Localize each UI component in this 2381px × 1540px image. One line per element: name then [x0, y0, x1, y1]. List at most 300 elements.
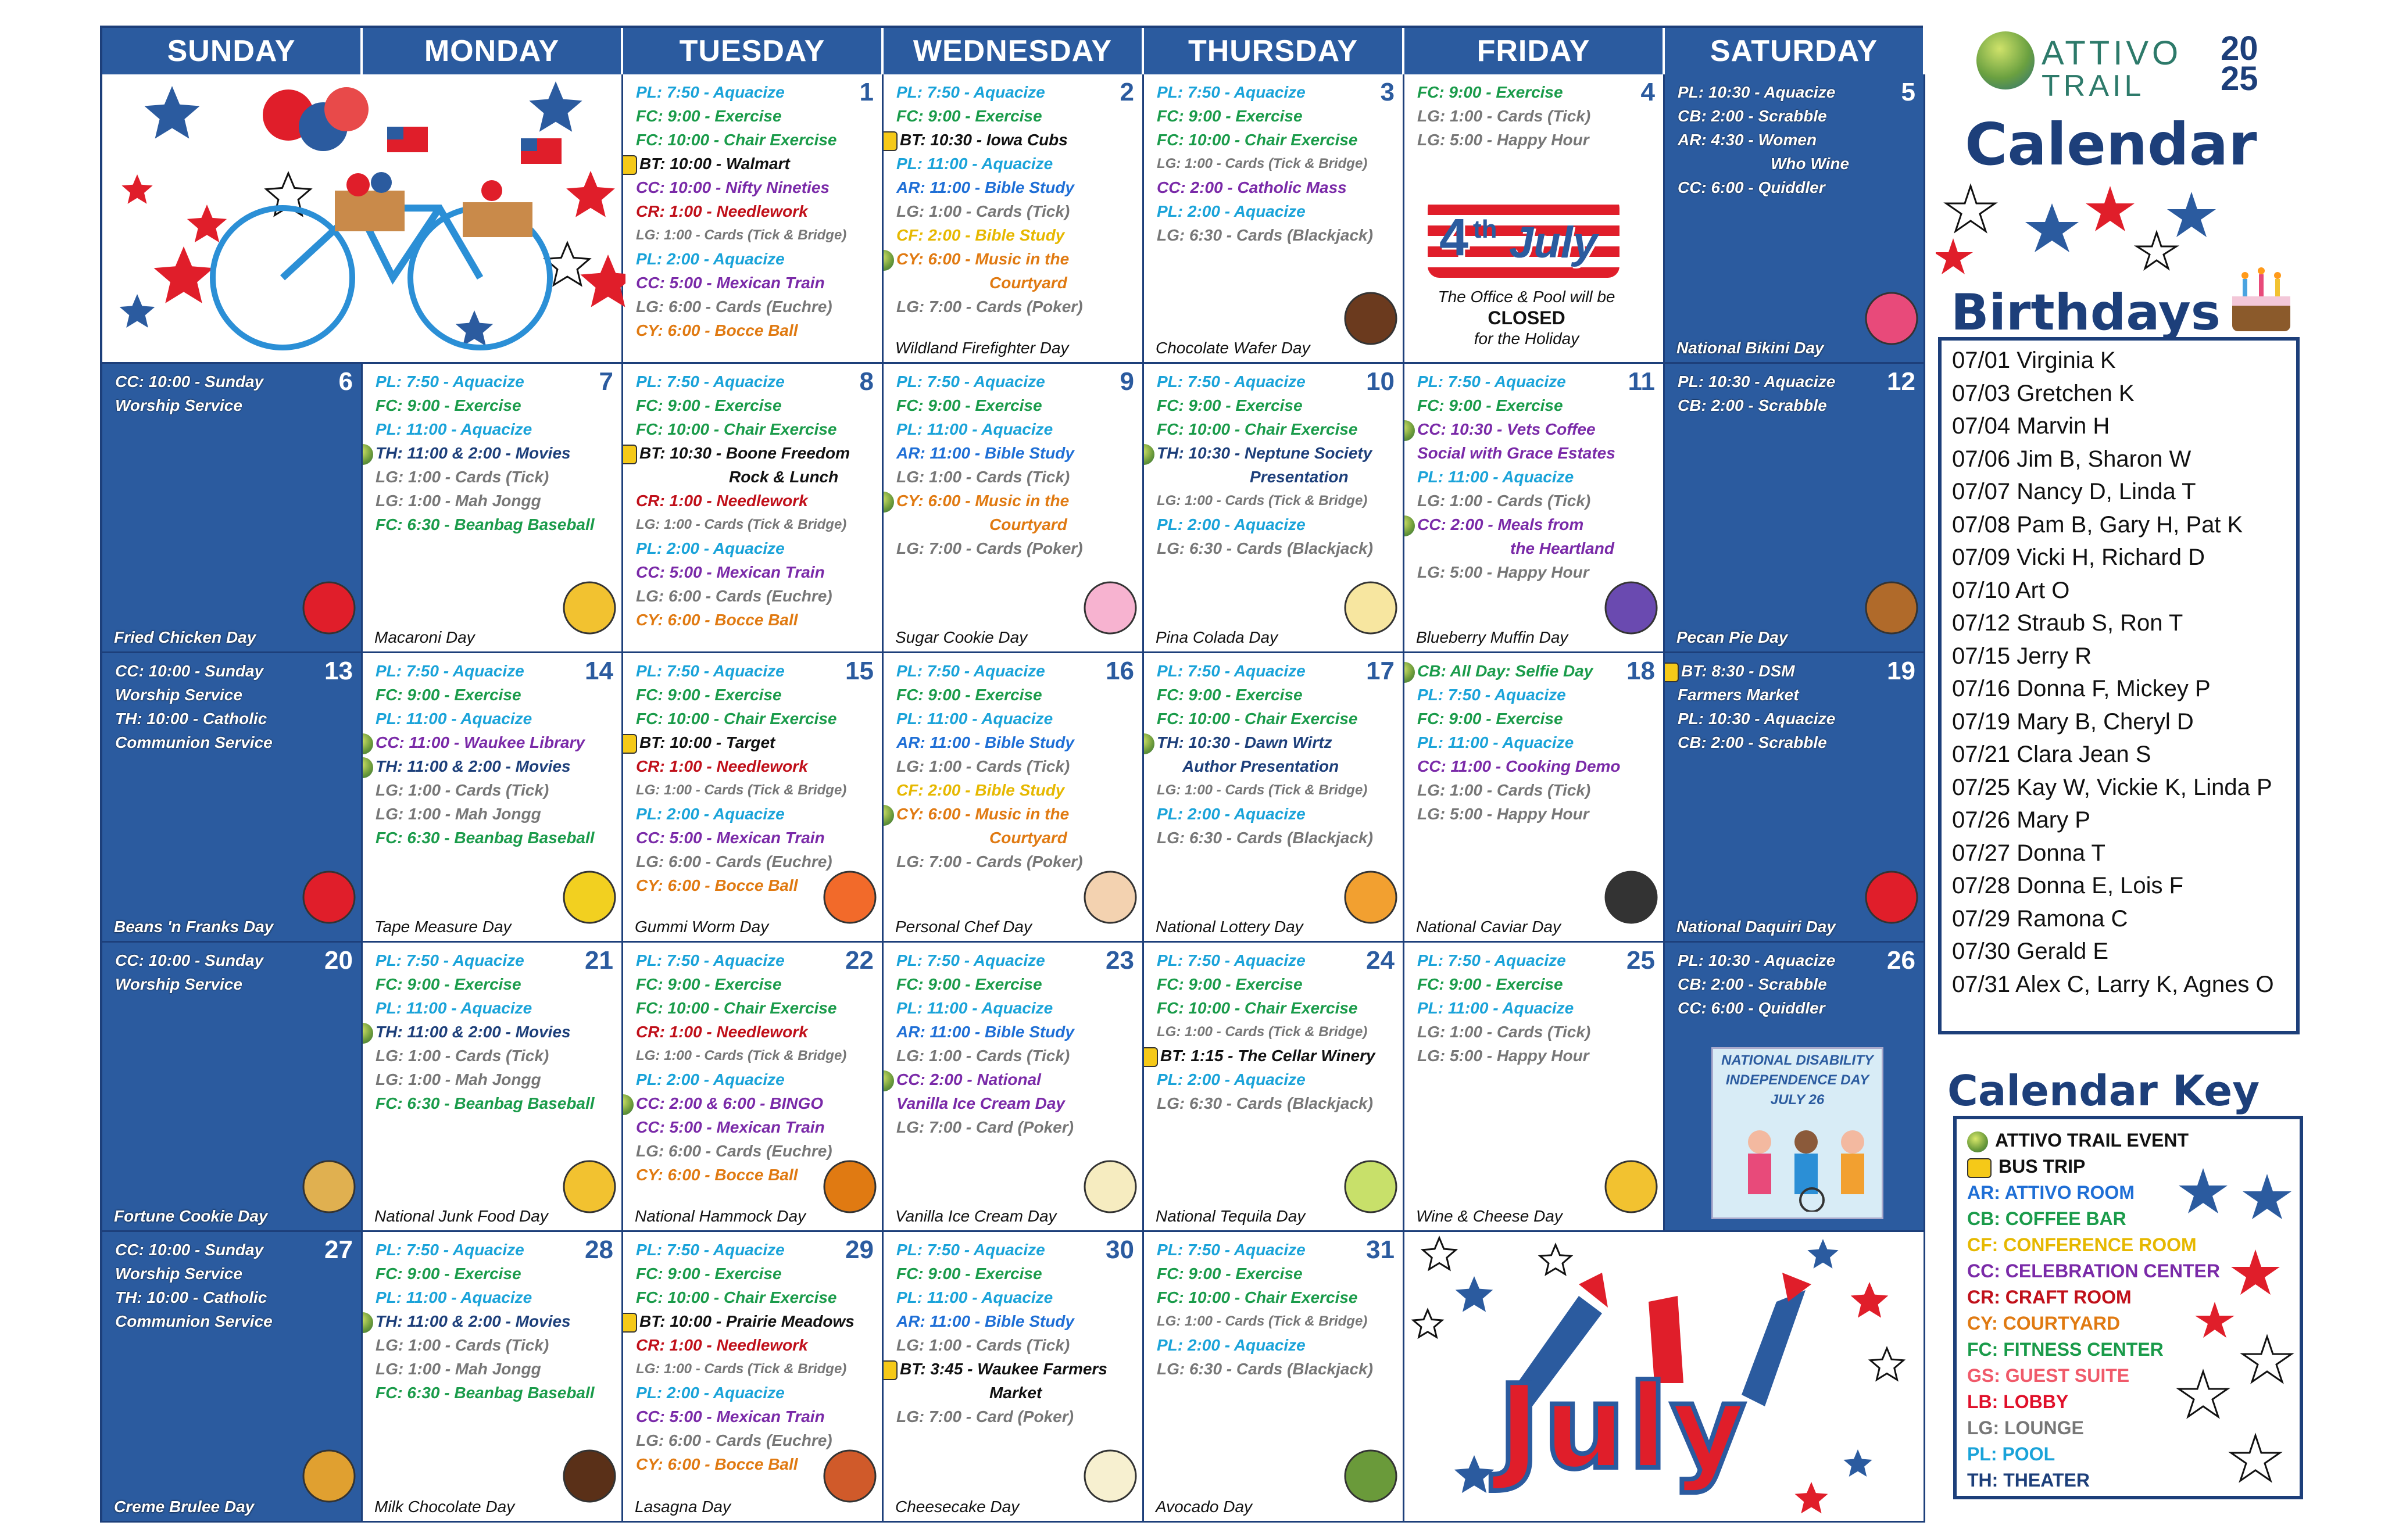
attivo-event-icon [884, 1070, 894, 1091]
event-item[interactable] [896, 972, 1102, 996]
event-item[interactable] [376, 489, 581, 513]
day-cell-1[interactable] [623, 74, 884, 364]
event-item[interactable] [1678, 948, 1883, 972]
event-item[interactable] [896, 754, 1102, 778]
day-cell-29[interactable] [623, 1232, 884, 1523]
event-item[interactable] [376, 393, 581, 417]
event-item[interactable] [1157, 754, 1362, 778]
event-item[interactable] [896, 176, 1102, 199]
event-item[interactable] [1157, 223, 1373, 247]
event-item[interactable] [1157, 730, 1362, 754]
observance-label: National Tequila Day [1156, 1207, 1306, 1225]
event-item[interactable] [1157, 778, 1368, 802]
event-item[interactable] [896, 948, 1102, 972]
event-item[interactable] [376, 707, 581, 730]
event-text: LG: 6:00 - Cards (Euchre) [636, 853, 832, 871]
birthday-entry: 07/12 Straub S, Ron T [1952, 610, 2183, 636]
event-item[interactable] [376, 441, 581, 465]
event-item[interactable] [376, 1238, 581, 1262]
event-item[interactable] [1157, 948, 1362, 972]
event-item[interactable] [896, 1357, 1107, 1381]
event-text: LG: 5:00 - Happy Hour [1417, 131, 1589, 149]
event-item[interactable] [1678, 683, 1883, 707]
event-item[interactable] [896, 271, 1102, 295]
event-item[interactable] [636, 318, 841, 342]
event-item[interactable] [115, 370, 320, 393]
event-item[interactable] [636, 1262, 841, 1285]
event-item[interactable] [1417, 1044, 1622, 1068]
event-item[interactable] [1417, 80, 1622, 104]
event-item[interactable] [1678, 972, 1883, 996]
event-item[interactable] [376, 802, 581, 826]
day-cell-17[interactable] [1144, 653, 1404, 943]
attivo-event-icon [623, 1094, 634, 1115]
event-item[interactable] [376, 1309, 581, 1333]
event-item[interactable] [636, 683, 841, 707]
key-label: FC: FITNESS CENTER [1967, 1339, 2164, 1360]
event-item[interactable] [1417, 560, 1622, 584]
event-item[interactable] [636, 513, 847, 536]
event-item[interactable] [1417, 778, 1622, 802]
event-text: LG: 6:30 - Cards (Blackjack) [1157, 539, 1373, 557]
event-item[interactable] [1678, 152, 1883, 176]
event-item[interactable] [636, 1381, 841, 1405]
event-text: PL: 7:50 - Aquacize [1157, 662, 1306, 680]
day-cell-14[interactable] [363, 653, 623, 943]
day-cell-4[interactable] [1404, 74, 1665, 364]
event-item[interactable] [376, 754, 581, 778]
event-item[interactable] [1157, 441, 1372, 465]
event-item[interactable] [636, 802, 841, 826]
event-item[interactable] [896, 295, 1102, 318]
event-item[interactable] [1157, 80, 1362, 104]
event-item[interactable] [1417, 513, 1622, 536]
event-item[interactable] [115, 659, 320, 683]
event-text: FC: 6:30 - Beanbag Baseball [376, 1094, 595, 1112]
event-item[interactable] [1417, 370, 1622, 393]
day-number: 1 [859, 78, 874, 106]
event-item[interactable] [896, 513, 1102, 536]
event-item[interactable] [1157, 417, 1362, 441]
event-item[interactable] [1678, 370, 1883, 393]
event-item[interactable] [636, 489, 841, 513]
attivo-event-icon [1967, 1131, 1988, 1152]
event-item[interactable] [376, 1381, 595, 1405]
event-item[interactable] [636, 584, 841, 608]
event-item[interactable] [1157, 104, 1362, 128]
event-item[interactable] [376, 513, 595, 536]
day-cell-30[interactable] [884, 1232, 1144, 1523]
event-item[interactable] [896, 80, 1102, 104]
event-item[interactable] [1417, 754, 1622, 778]
event-item[interactable] [1157, 802, 1362, 826]
event-item[interactable] [636, 707, 841, 730]
event-item[interactable] [636, 873, 841, 897]
event-item[interactable] [636, 996, 841, 1020]
event-text: LG: 1:00 - Cards (Tick & Bridge) [636, 1048, 847, 1063]
day-cell-27[interactable] [102, 1232, 363, 1523]
event-item[interactable] [636, 1115, 841, 1139]
event-item[interactable] [896, 1405, 1102, 1428]
event-item[interactable] [115, 972, 320, 996]
event-text: FC: 9:00 - Exercise [896, 975, 1042, 993]
day-cell-9[interactable] [884, 364, 1144, 653]
event-text: PL: 7:50 - Aquacize [636, 951, 785, 969]
event-item[interactable] [1157, 826, 1373, 850]
event-item[interactable] [1417, 489, 1622, 513]
event-item[interactable] [636, 417, 841, 441]
observance-label: Milk Chocolate Day [374, 1498, 515, 1516]
event-item[interactable] [1417, 128, 1622, 152]
event-item[interactable] [636, 778, 847, 802]
event-item[interactable] [1417, 707, 1622, 730]
day-number: 28 [585, 1235, 613, 1264]
empty-day-cell[interactable] [102, 74, 623, 364]
event-item[interactable] [1678, 659, 1883, 683]
event-item[interactable] [1157, 683, 1362, 707]
event-item[interactable] [896, 1309, 1102, 1333]
event-item[interactable] [1157, 972, 1362, 996]
event-list [115, 659, 320, 754]
event-text: CY: 6:00 - Bocce Ball [636, 876, 798, 894]
event-item[interactable] [636, 1238, 841, 1262]
event-item[interactable] [376, 417, 581, 441]
event-item[interactable] [896, 778, 1102, 802]
event-text: FC: 6:30 - Beanbag Baseball [376, 515, 595, 533]
event-text: Courtyard [989, 274, 1067, 292]
event-item[interactable] [376, 683, 581, 707]
event-item[interactable] [115, 1309, 320, 1333]
event-item[interactable] [636, 465, 841, 489]
event-item[interactable] [896, 1285, 1102, 1309]
event-item[interactable] [376, 659, 581, 683]
event-item[interactable] [896, 128, 1102, 152]
event-item[interactable] [376, 778, 581, 802]
event-item[interactable] [115, 707, 320, 730]
event-item[interactable] [115, 393, 320, 417]
event-item[interactable] [896, 370, 1102, 393]
event-item[interactable] [636, 1285, 841, 1309]
event-item[interactable] [1157, 707, 1362, 730]
event-item[interactable] [896, 393, 1102, 417]
event-item[interactable] [1417, 393, 1622, 417]
event-item[interactable] [636, 441, 850, 465]
event-item[interactable] [1417, 802, 1622, 826]
event-text: CF: 2:00 - Bible Study [896, 781, 1065, 799]
event-item[interactable] [115, 683, 320, 707]
event-item[interactable] [896, 536, 1102, 560]
event-item[interactable] [1417, 659, 1622, 683]
event-item[interactable] [1417, 683, 1622, 707]
event-item[interactable] [636, 1452, 841, 1476]
observance-label: Blueberry Muffin Day [1416, 628, 1568, 646]
event-item[interactable] [896, 441, 1102, 465]
event-item[interactable] [896, 730, 1102, 754]
event-item[interactable] [896, 199, 1102, 223]
observance-label: National Lottery Day [1156, 918, 1303, 936]
event-item[interactable] [376, 1333, 581, 1357]
day-cell-8[interactable] [623, 364, 884, 653]
event-item[interactable] [896, 850, 1102, 873]
event-item[interactable] [636, 1357, 847, 1381]
event-item[interactable] [376, 1091, 595, 1115]
ice-cream-icon [1081, 1158, 1139, 1216]
event-item[interactable] [896, 152, 1102, 176]
event-item[interactable] [376, 1285, 581, 1309]
event-item[interactable] [896, 1020, 1102, 1044]
day-cell-18[interactable] [1404, 653, 1665, 943]
event-item[interactable] [376, 826, 595, 850]
event-item[interactable] [636, 659, 841, 683]
event-item[interactable] [115, 730, 320, 754]
day-cell-24[interactable] [1144, 943, 1404, 1232]
event-item[interactable] [636, 128, 841, 152]
event-item[interactable] [636, 1428, 841, 1452]
event-item[interactable] [636, 295, 841, 318]
event-item[interactable] [896, 996, 1102, 1020]
event-item[interactable] [376, 370, 581, 393]
event-item[interactable] [1678, 996, 1883, 1020]
event-item[interactable] [1157, 1333, 1362, 1357]
event-item[interactable] [636, 1044, 847, 1068]
event-item[interactable] [636, 1068, 841, 1091]
event-item[interactable] [1157, 1068, 1362, 1091]
event-list [636, 948, 847, 1187]
event-item[interactable] [636, 247, 841, 271]
event-item[interactable] [1157, 393, 1362, 417]
event-item[interactable] [1417, 1020, 1622, 1044]
day-cell-15[interactable] [623, 653, 884, 943]
event-item[interactable] [1157, 513, 1362, 536]
event-text: FC: 9:00 - Exercise [1417, 975, 1563, 993]
event-item[interactable] [376, 1357, 581, 1381]
day-cell-31[interactable] [1144, 1232, 1404, 1523]
event-item[interactable] [1678, 176, 1883, 199]
key-label: CC: CELEBRATION CENTER [1967, 1260, 2220, 1281]
event-item[interactable] [115, 1262, 320, 1285]
observance-label: Chocolate Wafer Day [1156, 339, 1310, 357]
event-item[interactable] [896, 659, 1102, 683]
event-item[interactable] [636, 199, 841, 223]
event-item[interactable] [636, 536, 841, 560]
event-item[interactable] [636, 730, 841, 754]
day-cell-5[interactable] [1665, 74, 1925, 364]
event-item[interactable] [636, 271, 841, 295]
event-text: FC: 9:00 - Exercise [376, 396, 521, 414]
attivo-event-icon [363, 757, 373, 778]
event-item[interactable] [896, 223, 1102, 247]
attivo-event-icon [1404, 515, 1415, 536]
event-item[interactable] [115, 948, 320, 972]
event-text: LG: 1:00 - Cards (Tick) [376, 1047, 549, 1065]
event-item[interactable] [376, 972, 581, 996]
day-cell-2[interactable] [884, 74, 1144, 364]
event-item[interactable] [1157, 128, 1362, 152]
event-item[interactable] [1157, 1238, 1362, 1262]
event-text: LG: 1:00 - Cards (Tick) [896, 468, 1070, 486]
event-item[interactable] [896, 802, 1102, 826]
event-text: TH: 11:00 & 2:00 - Movies [376, 1023, 571, 1041]
event-item[interactable] [896, 683, 1102, 707]
event-item[interactable] [896, 1238, 1102, 1262]
event-item[interactable] [1157, 489, 1368, 513]
event-item[interactable] [115, 1238, 320, 1262]
day-number: 18 [1626, 657, 1655, 685]
event-item[interactable] [1157, 465, 1362, 489]
event-text: LG: 1:00 - Cards (Tick) [376, 1336, 549, 1354]
day-number: 26 [1887, 946, 1915, 975]
event-item[interactable] [896, 1115, 1102, 1139]
event-item[interactable] [636, 972, 841, 996]
event-item[interactable] [376, 1262, 581, 1285]
event-item[interactable] [636, 948, 841, 972]
event-item[interactable] [636, 80, 841, 104]
event-item[interactable] [1157, 370, 1362, 393]
event-item[interactable] [1157, 659, 1362, 683]
event-item[interactable] [1157, 1309, 1368, 1333]
event-item[interactable] [896, 1068, 1102, 1091]
event-item[interactable] [896, 465, 1102, 489]
event-text: CR: 1:00 - Needlework [636, 1336, 808, 1354]
weekday-header-monday: MONDAY [363, 28, 623, 74]
event-item[interactable] [636, 1020, 841, 1044]
event-item[interactable] [1157, 1285, 1362, 1309]
event-item[interactable] [1678, 80, 1883, 104]
event-item[interactable] [376, 465, 581, 489]
event-item[interactable] [896, 104, 1102, 128]
event-item[interactable] [636, 754, 841, 778]
event-item[interactable] [1157, 536, 1373, 560]
event-item[interactable] [1417, 972, 1622, 996]
event-item[interactable] [636, 223, 847, 247]
day-cell-6[interactable] [102, 364, 363, 653]
event-item[interactable] [1417, 948, 1622, 972]
event-item[interactable] [1678, 707, 1883, 730]
event-item[interactable] [1417, 536, 1622, 560]
event-text: BT: 8:30 - DSM [1681, 662, 1795, 680]
event-item[interactable] [1678, 128, 1883, 152]
day-cell-13[interactable] [102, 653, 363, 943]
birthday-entry: 07/19 Mary B, Cheryl D [1952, 708, 2194, 735]
event-item[interactable] [1417, 465, 1622, 489]
event-item[interactable] [1417, 417, 1622, 441]
event-text: CC: 2:00 - Meals from [1417, 515, 1584, 533]
event-item[interactable] [636, 370, 841, 393]
day-cell-26[interactable] [1665, 943, 1925, 1232]
event-item[interactable] [896, 489, 1102, 513]
event-item[interactable] [1417, 996, 1622, 1020]
event-item[interactable] [896, 247, 1102, 271]
event-item[interactable] [896, 826, 1102, 850]
event-item[interactable] [376, 730, 585, 754]
event-item[interactable] [636, 1139, 841, 1163]
day-cell-10[interactable] [1144, 364, 1404, 653]
event-item[interactable] [1157, 996, 1362, 1020]
event-item[interactable] [1417, 104, 1622, 128]
event-item[interactable] [636, 1163, 841, 1187]
day-cell-19[interactable] [1665, 653, 1925, 943]
event-list [1417, 370, 1622, 584]
day-cell-7[interactable] [363, 364, 623, 653]
event-item[interactable] [636, 1405, 841, 1428]
event-item[interactable] [1417, 730, 1622, 754]
event-item[interactable] [1678, 730, 1883, 754]
event-item[interactable] [636, 176, 841, 199]
event-item[interactable] [376, 948, 581, 972]
birthday-entry: 07/15 Jerry R [1952, 643, 2092, 669]
day-cell-3[interactable] [1144, 74, 1404, 364]
event-item[interactable] [1157, 152, 1368, 176]
event-text: CC: 10:00 - Nifty Nineties [636, 178, 830, 196]
event-item[interactable] [636, 104, 841, 128]
event-item[interactable] [896, 707, 1102, 730]
empty-day-cell[interactable] [1404, 1232, 1925, 1523]
event-item[interactable] [636, 608, 841, 632]
day-cell-11[interactable] [1404, 364, 1665, 653]
event-item[interactable] [1157, 1357, 1373, 1381]
event-text: FC: 10:00 - Chair Exercise [636, 710, 837, 728]
event-item[interactable] [1157, 199, 1362, 223]
day-cell-20[interactable] [102, 943, 363, 1232]
creme-brulee-icon [300, 1447, 358, 1505]
event-item[interactable] [376, 1068, 581, 1091]
event-item[interactable] [1157, 1091, 1373, 1115]
event-item[interactable] [1157, 1044, 1375, 1068]
event-item[interactable] [896, 1381, 1102, 1405]
event-item[interactable] [896, 1333, 1102, 1357]
event-item[interactable] [636, 560, 841, 584]
event-item[interactable] [636, 1333, 841, 1357]
event-item[interactable] [1678, 104, 1883, 128]
event-item[interactable] [636, 152, 841, 176]
event-item[interactable] [376, 1020, 581, 1044]
day-cell-22[interactable] [623, 943, 884, 1232]
event-item[interactable] [636, 1309, 855, 1333]
event-item[interactable] [115, 1285, 320, 1309]
event-item[interactable] [1157, 176, 1362, 199]
bus-icon [1967, 1158, 1992, 1178]
chocolate-wafer-icon [1342, 289, 1400, 348]
event-item[interactable] [896, 1262, 1102, 1285]
day-cell-21[interactable] [363, 943, 623, 1232]
event-item[interactable] [636, 826, 841, 850]
day-cell-28[interactable] [363, 1232, 623, 1523]
event-text: CC: 5:00 - Mexican Train [636, 829, 825, 847]
event-item[interactable] [376, 1044, 581, 1068]
event-text: FC: 9:00 - Exercise [636, 1265, 782, 1283]
note-line: for the Holiday [1474, 330, 1579, 348]
event-list [1678, 659, 1883, 754]
event-text: LG: 6:00 - Cards (Euchre) [636, 298, 832, 316]
day-cell-23[interactable] [884, 943, 1144, 1232]
day-cell-12[interactable] [1665, 364, 1925, 653]
day-cell-25[interactable] [1404, 943, 1665, 1232]
event-item[interactable] [1157, 1020, 1368, 1044]
event-item[interactable] [376, 996, 581, 1020]
day-cell-16[interactable] [884, 653, 1144, 943]
event-item[interactable] [896, 1091, 1102, 1115]
event-item[interactable] [896, 417, 1102, 441]
event-item[interactable] [636, 393, 841, 417]
attivo-event-icon [363, 1023, 373, 1044]
event-item[interactable] [1678, 393, 1883, 417]
event-text: LG: 6:30 - Cards (Blackjack) [1157, 226, 1373, 244]
event-item[interactable] [1157, 1262, 1362, 1285]
event-item[interactable] [636, 850, 841, 873]
event-item[interactable] [636, 1091, 841, 1115]
event-item[interactable] [896, 1044, 1102, 1068]
event-item[interactable] [1417, 441, 1622, 465]
